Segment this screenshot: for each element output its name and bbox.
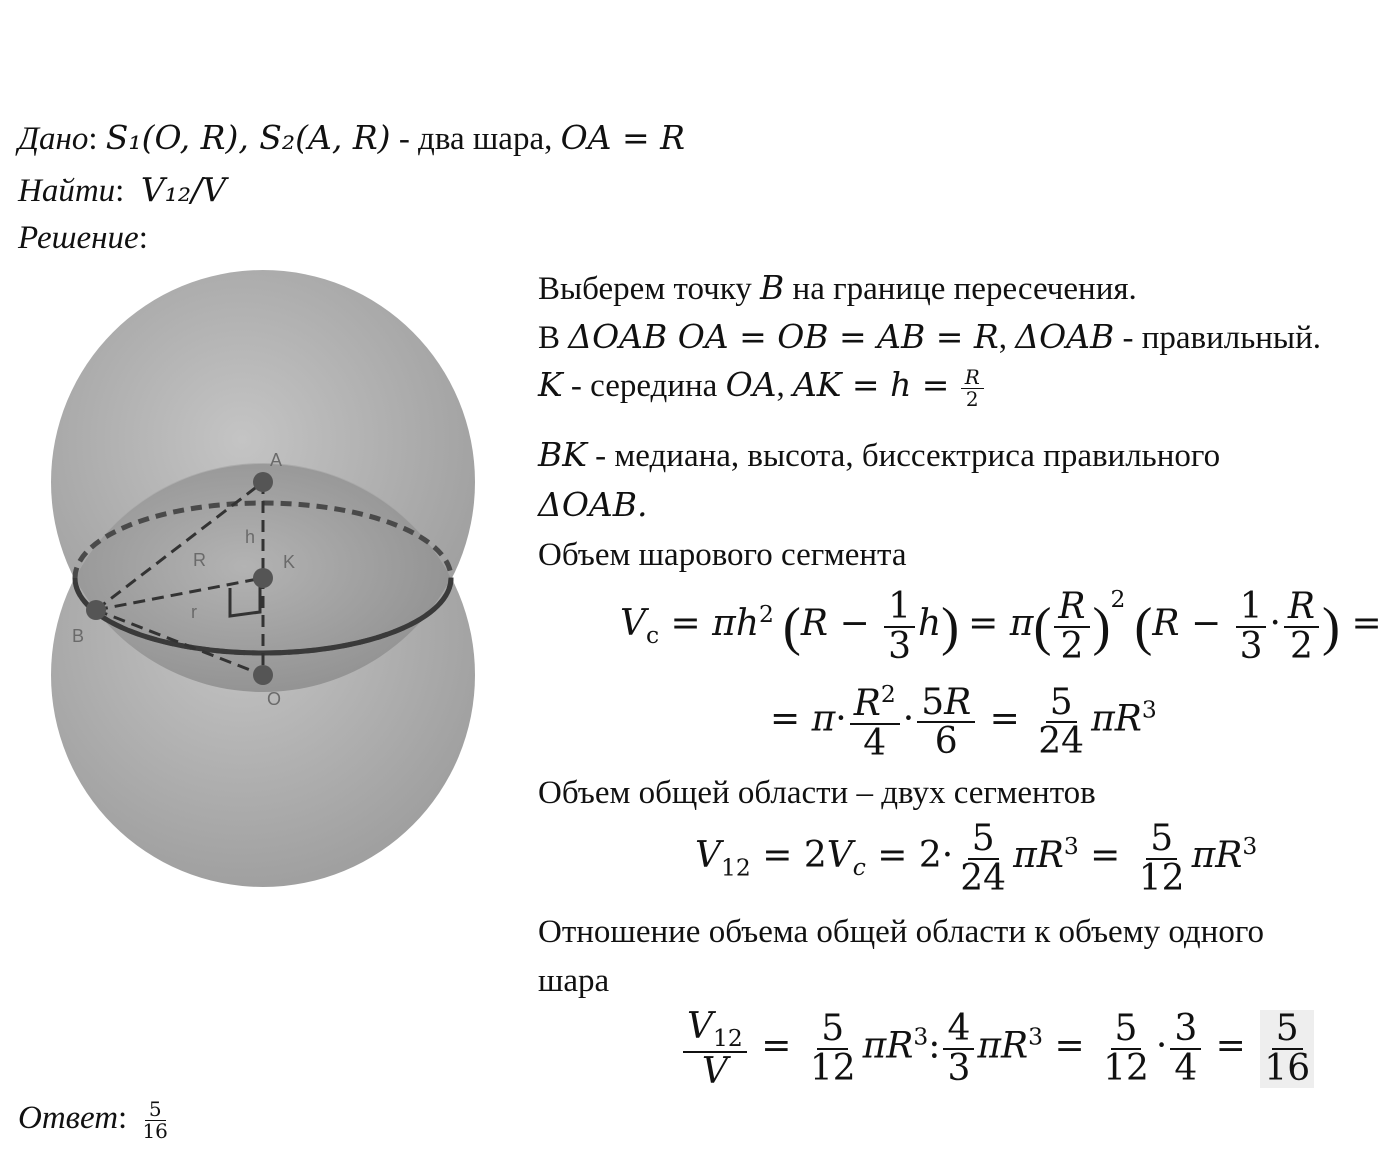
given-text: - два шара,: [398, 121, 553, 157]
step-5: ΔOAB.: [538, 485, 648, 524]
segment-volume-title: Объем шарового сегмента: [538, 537, 907, 573]
answer-line: Ответ: $\frac{5}{16}$: [18, 1098, 175, 1142]
given-condition: OA = R: [560, 118, 685, 157]
ratio-title-2: шара: [538, 963, 610, 999]
common-volume-formula: $V_{12} = 2V_c = 2\cdot$ $\frac{5}{24}$ $\pi R^3$ = $\frac{5}{12}$ $\pi R^3$: [695, 818, 1258, 899]
given-label: Дано: [18, 121, 89, 157]
label-r-small: r: [191, 602, 197, 622]
point-a: [253, 472, 273, 492]
point-k: [253, 568, 273, 588]
ratio-title-1: Отношение объема общей области к объему одного: [538, 914, 1265, 950]
segment-volume-result: = π· $\frac{R^2}{4}$ · $\frac{5R}{6}$ = $\frac{5}{24}$ $\pi R^3$: [770, 680, 1157, 764]
step-4: BK - медиана, высота, биссектриса правильного: [538, 435, 1221, 474]
step-2: В ΔOAB OA = OB = AB = R, ΔOAB - правильный.: [538, 317, 1322, 356]
spheres-figure: [20, 260, 500, 900]
find-formula: V₁₂/V: [140, 170, 227, 209]
find-line: Найти: V₁₂/V: [18, 170, 227, 209]
given-line: Дано: S₁(O, R), S₂(A, R) - два шара, OA = R: [18, 118, 685, 157]
solution-label: Решение: [18, 220, 139, 256]
label-r-big: R: [193, 550, 206, 570]
answer-label: Ответ: [18, 1100, 119, 1136]
label-b: B: [72, 626, 85, 646]
point-b: [86, 600, 106, 620]
answer-fraction: $\frac{5}{16}$: [142, 1096, 168, 1143]
find-label: Найти: [18, 173, 116, 209]
point-o: [253, 665, 273, 685]
label-k: K: [283, 552, 296, 572]
common-volume-title: Объем общей области – двух сегментов: [538, 775, 1096, 811]
label-o: O: [267, 689, 282, 709]
ratio-formula: $\frac{V_{12}}{V}$ = $\frac{5}{12}$ $\pi R^3$: $\frac{4}{3}$ $\pi R^3$ = $\frac{5}{12}$ · $\frac{3}{4}$ = $\frac{5}{16}$: [680, 1008, 1317, 1091]
segment-volume-formula: $V_c = \pi h^2$ (R − $\frac{1}{3}$ h) = π( $\frac{R}{2}$ )$^2$ (R − $\frac{1}{3}$ · $\frac{R}{2}$ ) =: [620, 585, 1382, 667]
step-1: Выберем точку B на границе пересечения.: [538, 268, 1137, 307]
solution-line: Решение:: [18, 220, 148, 256]
label-a: A: [270, 450, 283, 470]
label-h: h: [245, 527, 256, 547]
step-3: K - середина OA, AK = h = $\frac{R}{2}$: [538, 365, 987, 410]
given-formula: S₁(O, R), S₂(A, R): [105, 118, 391, 157]
